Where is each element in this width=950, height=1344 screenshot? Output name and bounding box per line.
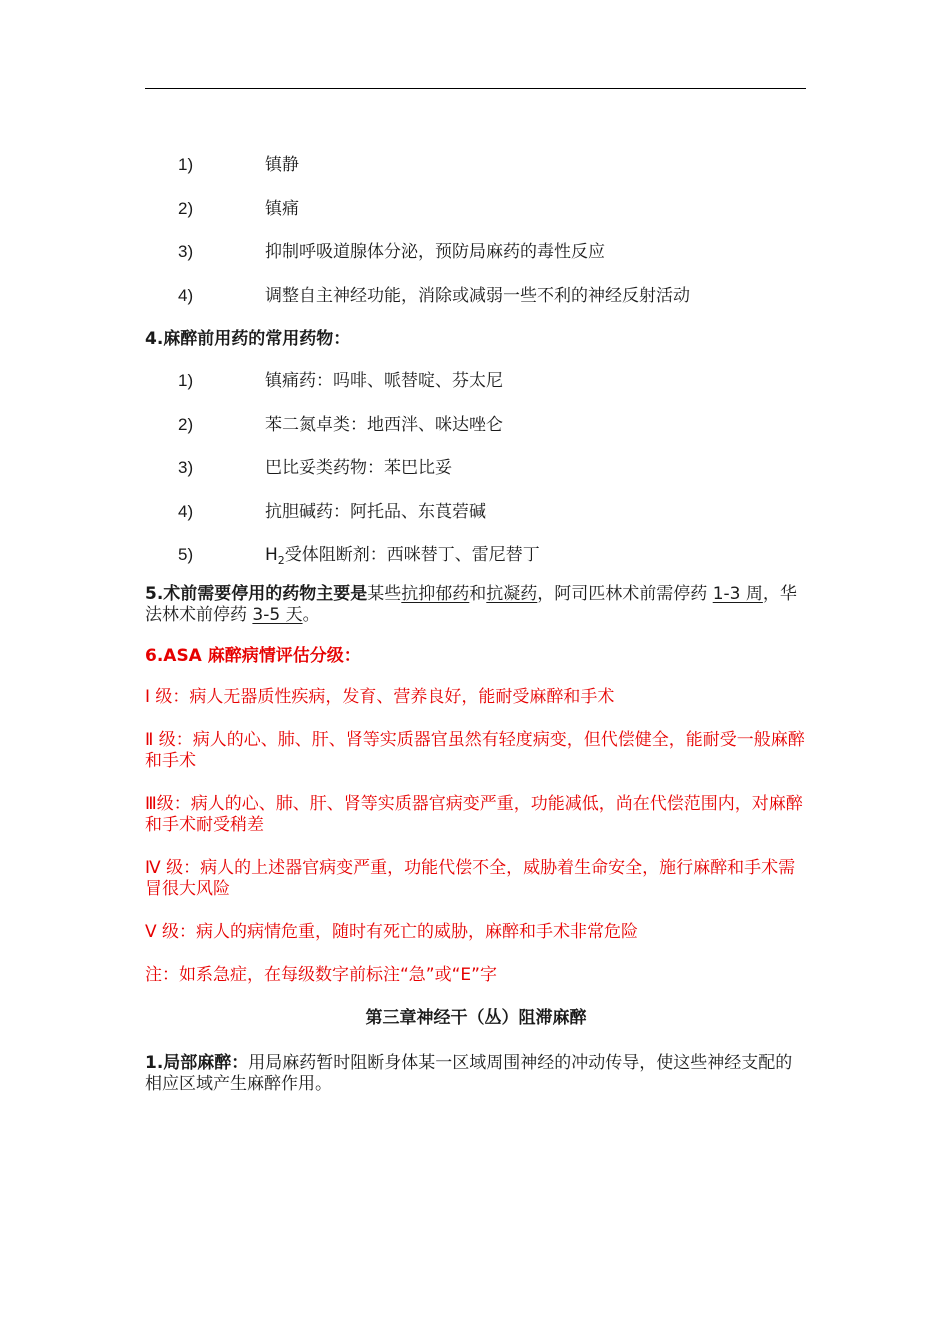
definition-label: 1.局部麻醉： [145, 1052, 249, 1073]
definition-text: 用局麻药暂时阻断身体某一区域周围神经的冲动传导，使这些神经支配的相应区域产生麻醉作用。 [145, 1052, 793, 1094]
list-item [145, 194, 807, 238]
asa-note: 注：如系急症，在每级数字前标注“急”或“E”字 [145, 964, 497, 985]
list-item [145, 281, 807, 325]
text-run: 某些 [367, 583, 402, 604]
paragraph-local-anesthesia [145, 1053, 807, 1095]
asa-grade: Ⅴ 级：病人的病情危重，随时有死亡的威胁，麻醉和手术非常危险 [145, 921, 639, 942]
h2-text: 受体阻断剂：西咪替丁、雷尼替丁 [284, 545, 540, 565]
list-item [145, 497, 807, 541]
underlined-term: 3-5 天 [252, 604, 303, 625]
list-item [145, 453, 807, 497]
list-text: 抑制呼吸道腺体分泌，预防局麻药的毒性反应 [265, 242, 605, 262]
asa-grade: Ⅰ 级：病人无器质性疾病，发育、营养良好，能耐受麻醉和手术 [145, 686, 615, 707]
underlined-term: 1-3 周 [712, 583, 763, 604]
asa-grade: Ⅱ 级：病人的心、肺、肝、肾等实质器官虽然有轻度病变，但代偿健全，能耐受一般麻醉和手术 [145, 729, 805, 771]
list-text: 镇静 [265, 155, 299, 175]
paragraph-stop-drugs [145, 584, 807, 626]
h2-subscript: 2 [277, 554, 285, 567]
purpose-list [145, 150, 807, 324]
text-run: 和 [469, 583, 487, 604]
list-number: 3) [178, 242, 194, 261]
list-text: 抗胆碱药：阿托品、东莨菪碱 [265, 501, 486, 522]
list-number: 5) [178, 545, 194, 564]
section-heading-asa: 6.ASA 麻醉病情评估分级： [145, 645, 361, 666]
list-item [145, 150, 807, 194]
list-number: 3) [178, 458, 194, 477]
list-item [145, 540, 807, 584]
list-text [265, 540, 807, 572]
underlined-term: 抗凝药 [486, 583, 538, 604]
asa-grade: Ⅳ 级：病人的上述器官病变严重，功能代偿不全，威胁着生命安全，施行麻醉和手术需冒很大风险 [145, 857, 796, 899]
list-item [145, 410, 807, 454]
list-text: 调整自主神经功能，消除或减弱一些不利的神经反射活动 [265, 285, 690, 306]
list-number: 2) [178, 198, 194, 218]
text-run: ，华法林术前停药 [145, 583, 797, 625]
section-heading-common-drugs: 4.麻醉前用药的常用药物： [145, 329, 351, 349]
list-text: 苯二氮卓类：地西泮、咪达唑仑 [265, 414, 503, 435]
underlined-term: 抗抑郁药 [401, 583, 470, 604]
list-number: 2) [178, 414, 194, 434]
common-drugs-list [145, 366, 807, 584]
header-rule [145, 88, 806, 89]
list-text: 镇痛药：吗啡、哌替啶、芬太尼 [265, 371, 503, 391]
list-number: 1) [178, 155, 194, 174]
stop-drugs-label: 5.术前需要停用的药物主要是 [145, 583, 368, 604]
list-item [145, 366, 807, 410]
list-number: 1) [178, 371, 194, 390]
list-item [145, 237, 807, 281]
asa-grade: Ⅲ级：病人的心、肺、肝、肾等实质器官病变严重，功能减低，尚在代偿范围内，对麻醉和手术耐受稍差 [145, 793, 803, 835]
list-number: 4) [178, 501, 194, 521]
document-body [145, 150, 807, 1115]
list-number: 4) [178, 285, 194, 305]
h2-prefix: H [265, 545, 278, 565]
list-text: 巴比妥类药物：苯巴比妥 [265, 458, 452, 478]
text-run: ，阿司匹林术前需停药 [537, 583, 713, 604]
list-text: 镇痛 [265, 198, 299, 219]
text-run: 。 [302, 604, 320, 625]
chapter-title: 第三章神经干（丛）阻滞麻醉 [365, 1007, 587, 1028]
